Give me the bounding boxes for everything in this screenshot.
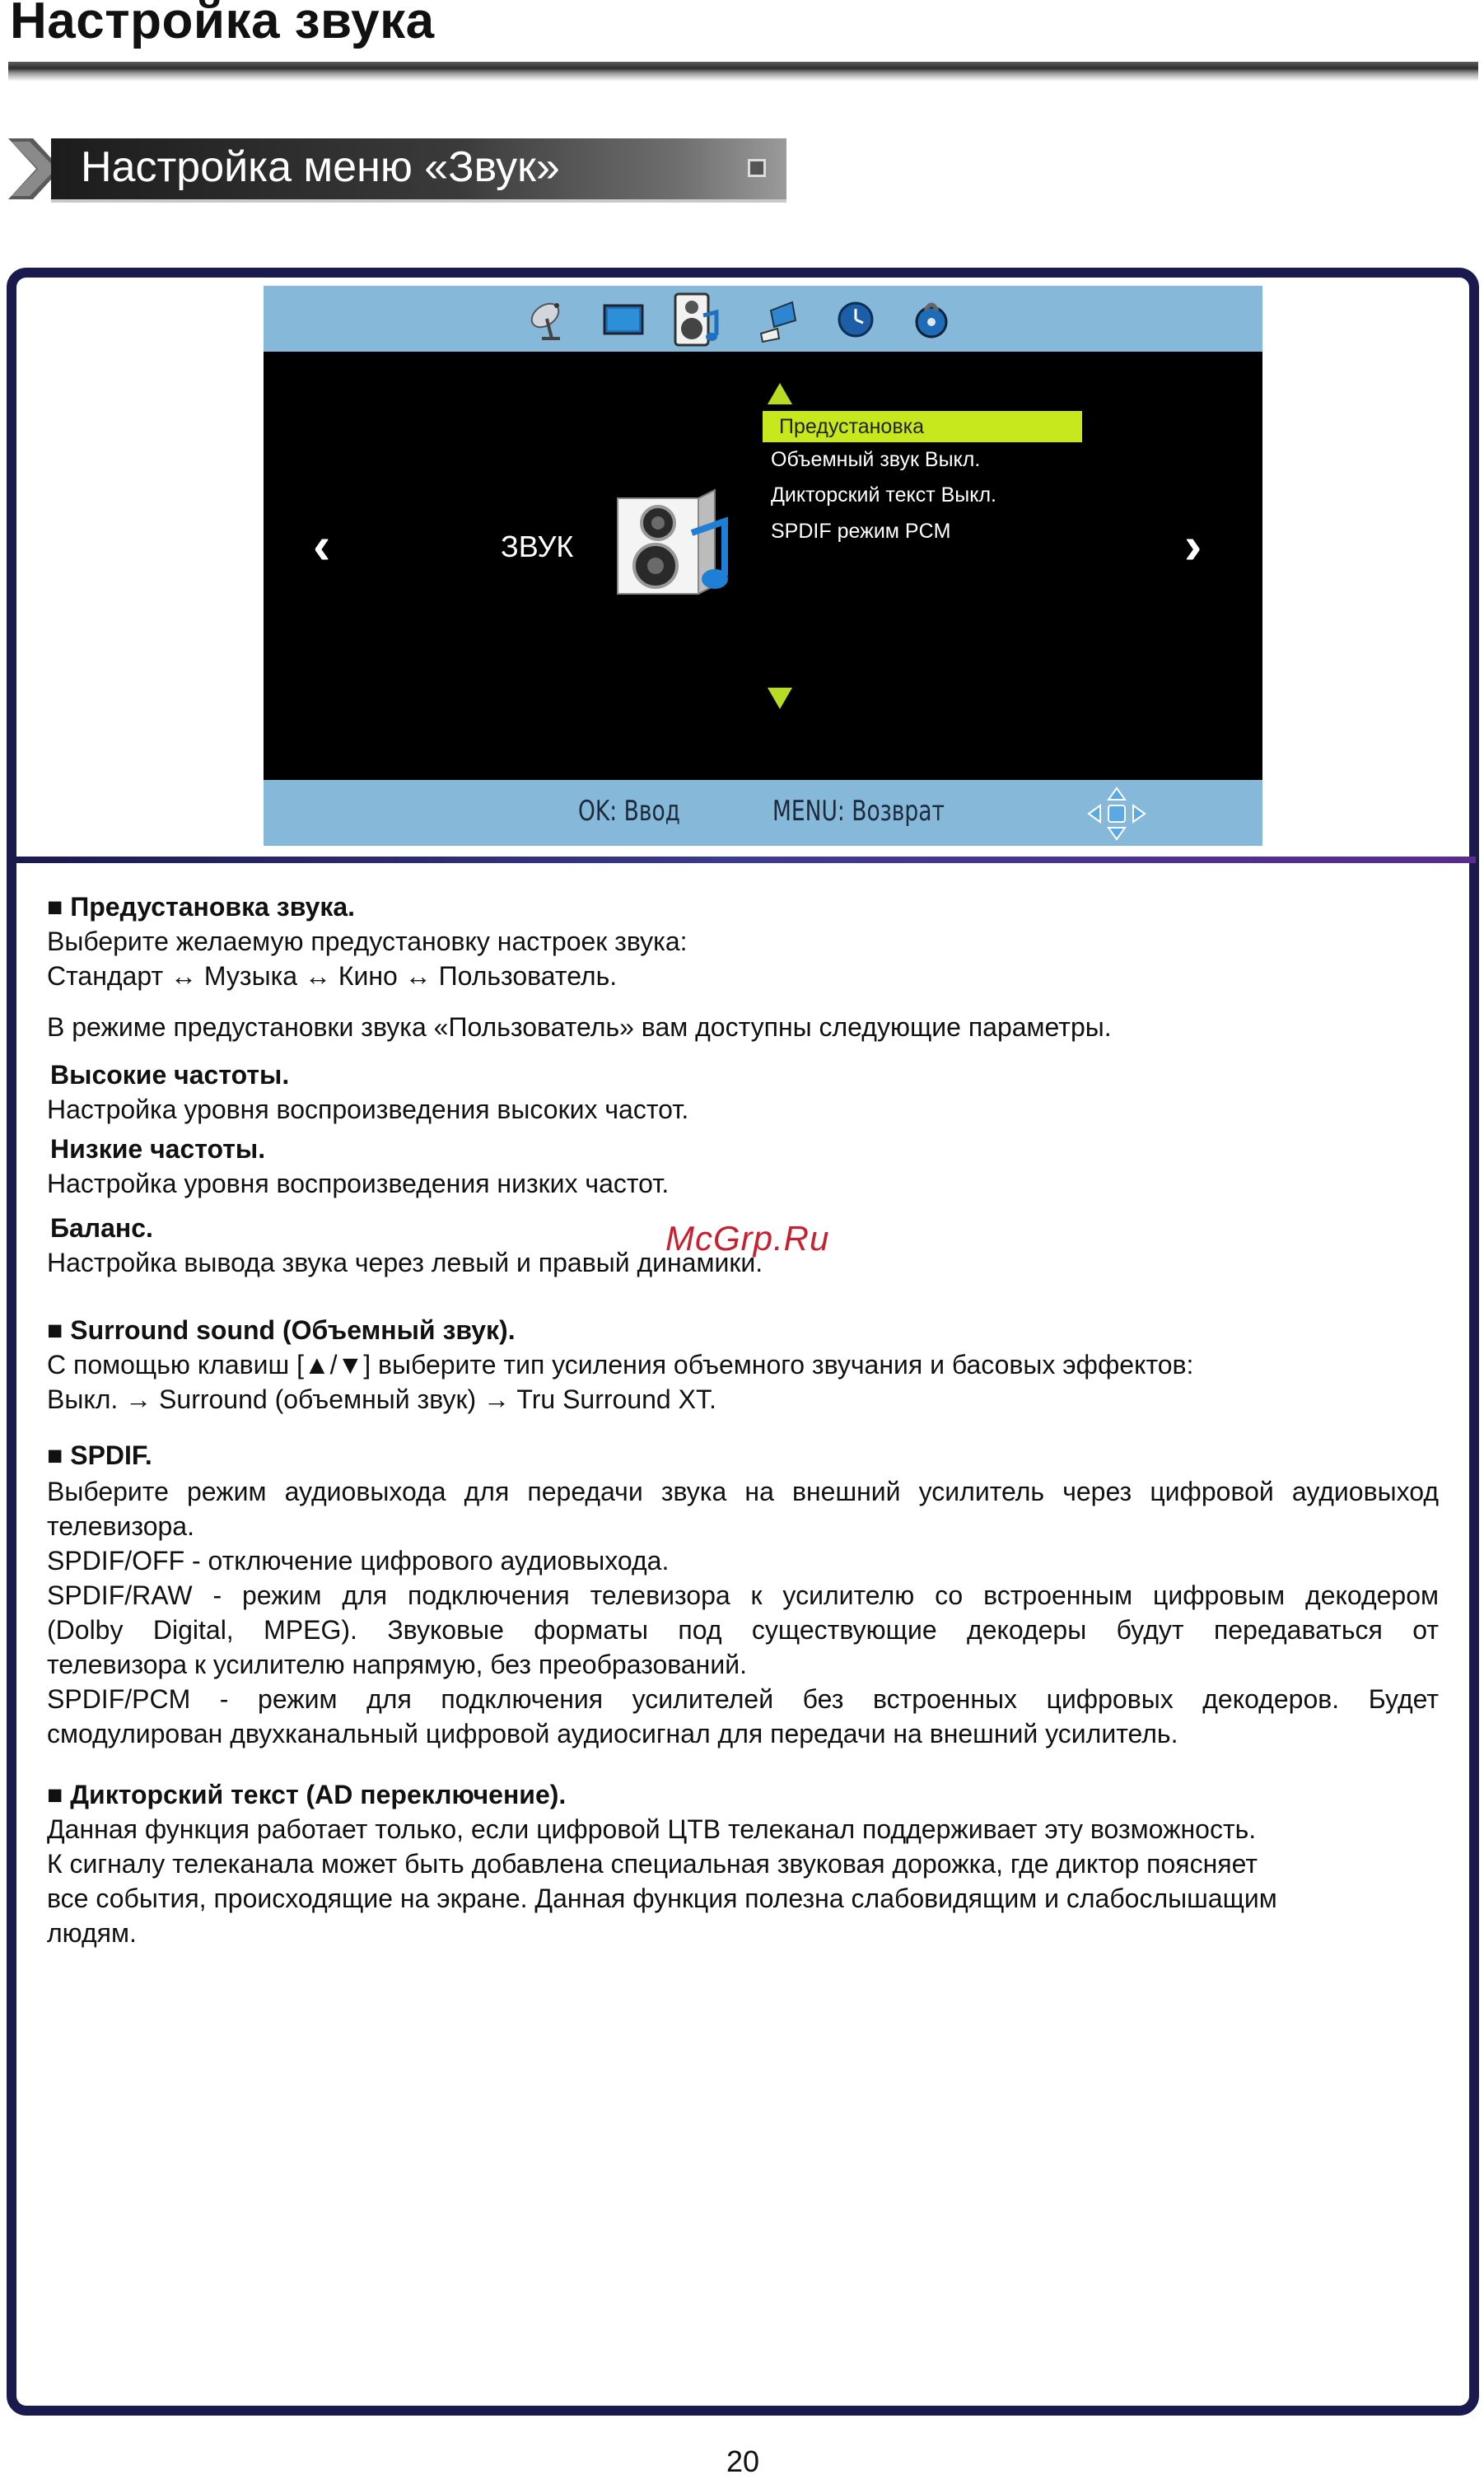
preset-line-3: В режиме предустановки звука «Пользователь» вам доступны следующие параметры. [47,1012,1112,1042]
lock-icon[interactable] [908,296,955,343]
ad-line-1: Данная функция работает только, если цифровой ЦТВ телеканал поддерживает эту возможность. [47,1814,1257,1844]
navigation-arrows-icon [1087,787,1146,841]
picture-icon[interactable] [600,296,647,343]
arrow-down-icon[interactable] [768,688,792,709]
chevron-left-icon[interactable]: ‹ [313,516,331,575]
page-number: 20 [726,2444,760,2478]
speaker-icon [601,483,733,597]
square-icon [748,159,766,177]
spdif-line-7: SPDIF/PCM - режим для подключения усилителей без встроенных цифровых декодеров. Будет [47,1684,1439,1714]
spdif-line-6: телевизора к усилителю напрямую, без преобразований. [47,1650,747,1679]
preset-heading: ■ Предустановка звука. [47,892,356,922]
chevron-right-icon[interactable]: › [1184,516,1202,575]
ad-heading: ■ Дикторский текст (AD переключение). [47,1780,567,1809]
tv-menu-tab-bar [264,286,1262,352]
ad-line-3: все события, происходящие на экране. Данная функция полезна слабовидящим и слабослышащим [47,1884,1277,1913]
treble-heading: Высокие частоты. [50,1060,290,1090]
spdif-line-4: SPDIF/RAW - режим для подключения телевизора к усилителю со встроенным цифровым декодером [47,1580,1439,1610]
page-title: Настройка звука [10,0,435,49]
surround-line-1: С помощью клавиш [▲/▼] выберите тип усиления объемного звучания и басовых эффектов: [47,1350,1194,1380]
section-banner [8,138,786,199]
section-title: Настройка меню «Звук» [81,143,560,191]
tv-hint-bar [264,780,1262,846]
preset-line-2: Стандарт ↔ Музыка ↔ Кино ↔ Пользователь. [47,961,618,991]
tv-category-label: ЗВУК [501,530,574,563]
bass-heading: Низкие частоты. [50,1134,266,1164]
spdif-heading: ■ SPDIF. [47,1440,152,1470]
spdif-line-8: смодулирован двухканальный цифровой аудиосигнал для передачи на внешний усилитель. [47,1719,1178,1748]
menu-item-surround[interactable]: Объемный звук Выкл. [771,448,981,471]
spdif-line-5: (Dolby Digital, MPEG). Звуковые форматы под существующие декодеры будут передаваться от [47,1615,1439,1645]
arrow-up-icon[interactable] [768,383,792,404]
sound-icon[interactable] [667,291,725,348]
spdif-line-2: телевизора. [47,1511,194,1541]
balance-text: Настройка вывода звука через левый и правый динамики. [47,1248,763,1277]
ad-line-2: К сигналу телеканала может быть добавлена специальная звуковая дорожка, где диктор поясняет [47,1849,1258,1879]
tv-menu-screenshot [264,286,1262,846]
surround-line-2: Выкл. → Surround (объемный звук) → Tru Surround XT. [47,1384,716,1414]
hint-menu: MENU: Возврат [772,795,945,828]
balance-heading: Баланс. [50,1213,153,1243]
menu-item-spdif[interactable]: SPDIF режим PCM [771,520,951,543]
clock-icon[interactable] [832,296,880,343]
satellite-dish-icon[interactable] [524,296,572,343]
watermark: McGrp.Ru [665,1219,830,1258]
ad-line-4: людям. [47,1918,137,1948]
treble-text: Настройка уровня воспроизведения высоких частот. [47,1095,689,1124]
hint-ok: OK: Ввод [578,795,681,828]
menu-item-preset[interactable]: Предустановка [763,411,1082,442]
spdif-line-1: Выберите режим аудиовыхода для передачи звука на внешний усилитель через цифровой аудиовыход [47,1477,1439,1506]
bass-text: Настройка уровня воспроизведения низких частот. [47,1169,670,1198]
surround-heading: ■ Surround sound (Объемный звук). [47,1315,516,1345]
section-divider [16,857,1476,863]
preset-line-1: Выберите желаемую предустановку настроек звука: [47,927,688,956]
menu-item-audio-description[interactable]: Дикторский текст Выкл. [771,483,996,507]
features-icon[interactable] [754,296,802,343]
spdif-line-3: SPDIF/OFF - отключение цифрового аудиовыхода. [47,1546,670,1576]
title-rule [8,62,1478,82]
